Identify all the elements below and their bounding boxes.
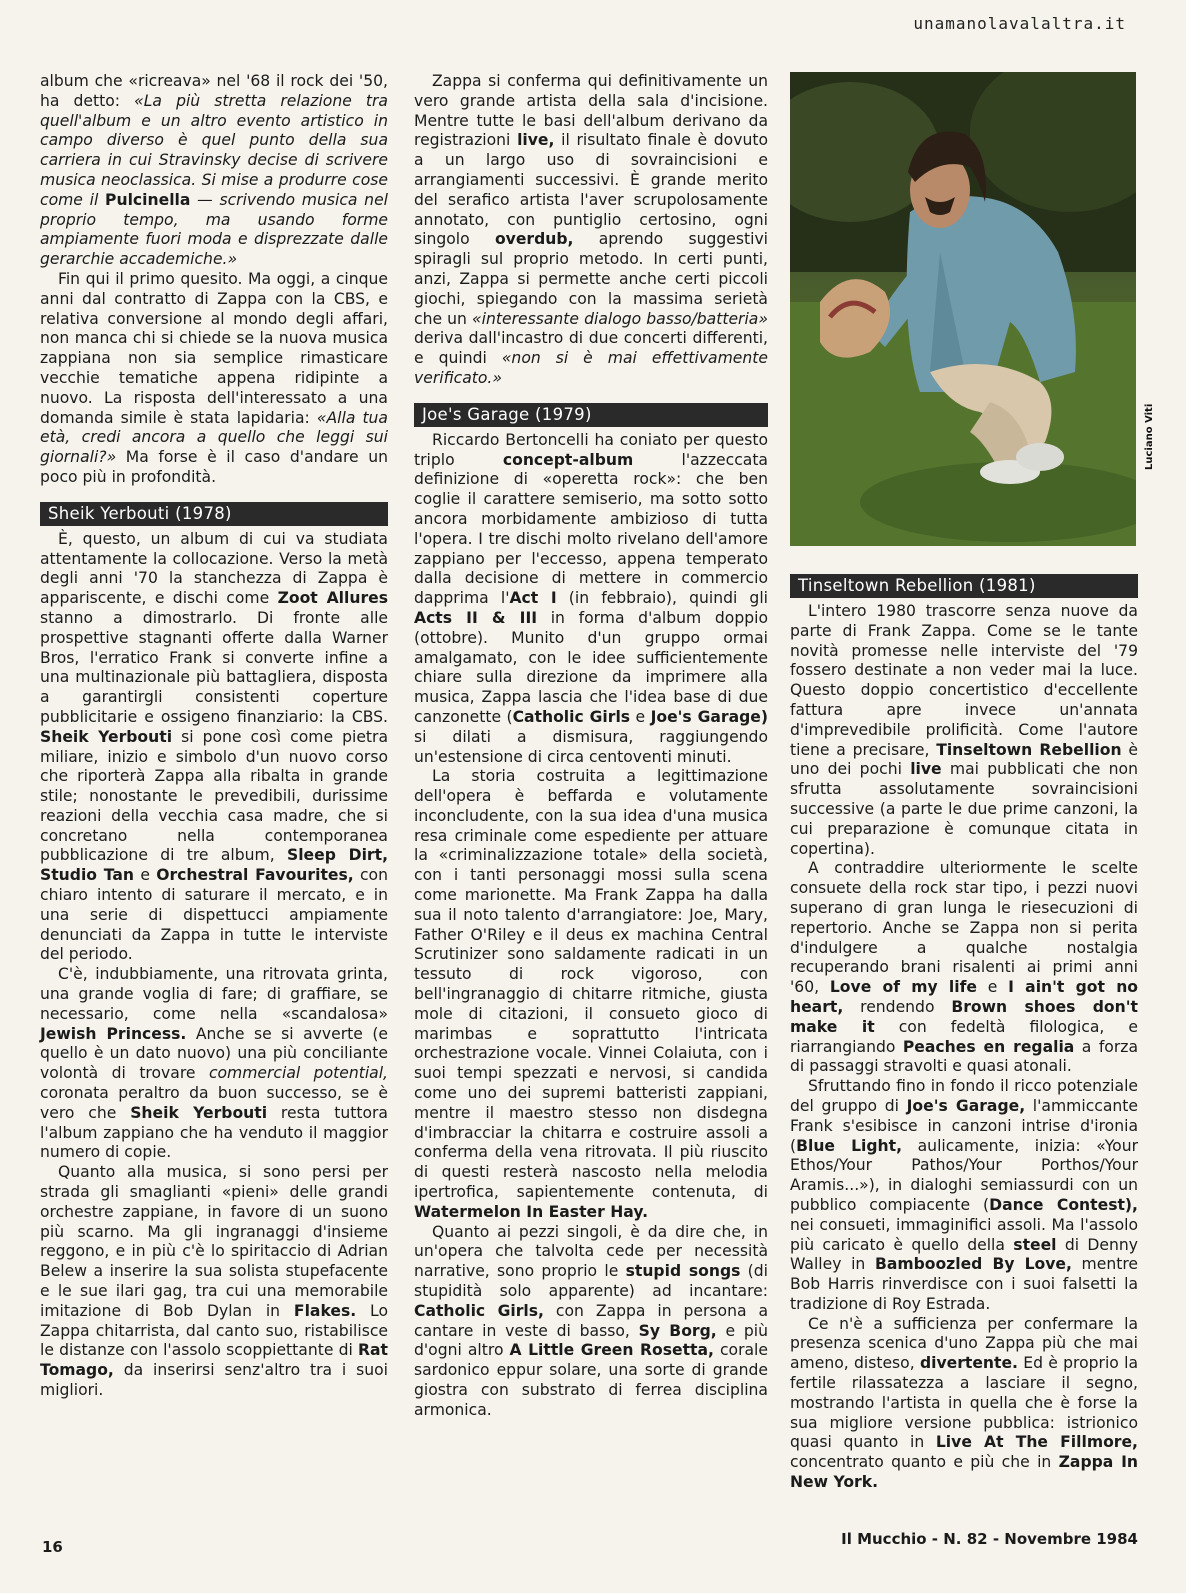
paragraph: Zappa si conferma qui definitivamente un vero grande artista della sala d'incisione. Mentre tutte le basi dell'album derivano da registrazioni live, il risultato finale è dovuto a un largo uso di sovraincisioni e arrangiamenti successivi. È grande merito del serafico artista l'aver scrupolosamente annotato, con puntiglio certosino, ogni singolo overdub, aprendo suggestivi spiragli sul proprio metodo. In certi punti, anzi, Zappa si permette anche certi piccoli giochi, spiegando con la massima serietà che un «interessante dialogo basso/batteria» deriva dall'incastro di due concerti differenti, e quindi «non si è mai effettivamente verificato.» bbox=[414, 72, 769, 387]
paragraph: Fin qui il primo quesito. Ma oggi, a cinque anni dal contratto di Zappa con la CBS, e relativa conversione al mondo degli affari, non manca chi si chiede se la nuova musica zappiana non sia semplice rimasticare vecchie tematiche appena ridipinte a nuovo. La risposta dell'interessato a una domanda simile è stata lapidaria: «Alla tua età, credi ancora a quello che leggi sui giornali?» Ma forse è il caso d'andare un poco più in profondità. bbox=[40, 269, 388, 486]
paragraph: Quanto ai pezzi singoli, è da dire che, in un'opera che talvolta cede per necessità narrative, sono proprio le stupid songs (di stupidità solo apparente) ad incantare: Catholic Girls, con Zappa in persona a cantare in veste di basso, Sy Borg, e più d'ogni altro A Little Green Rosetta, corale sardonico eppur solare, una sorte di grande giostra con substrato di ferrea disciplina armonica. bbox=[414, 1222, 769, 1419]
column-middle bbox=[414, 72, 768, 1421]
photo-illustration bbox=[790, 72, 1136, 546]
section-heading-sheik-yerbouti: Sheik Yerbouti (1978) bbox=[40, 502, 388, 526]
issue-footer: Il Mucchio - N. 82 - Novembre 1984 bbox=[841, 1530, 1138, 1548]
paragraph: album che «ricreava» nel '68 il rock dei '50, ha detto: «La più stretta relazione tra quell'album e un altro evento artistico in campo diverso è quel punto della sua carriera in cui Stravinsky decise di scrivere musica neoclassica. Si mise a produrre cose come il Pulcinella — scrivendo musica nel proprio tempo, ma usando forme ampiamente fuori moda e disprezzate dalle gerarchie accademiche.» bbox=[40, 72, 388, 269]
photo-credit: Luciano Viti bbox=[1144, 403, 1155, 470]
page-number: 16 bbox=[42, 1538, 63, 1556]
paragraph: L'intero 1980 trascorre senza nuove da parte di Frank Zappa. Come se le tante novità promesse nelle interviste del '79 fossero destinate a non veder mai la luce. Questo doppio concertistico d'eccellente fattura apre invece un'annata d'imprevedibile prolificità. Come l'autore tiene a precisare, Tinseltown Rebellion è uno dei pochi live mai pubblicati che non sfrutta assolutamente sovraincisioni successive (a parte le due prime canzoni, la cui preparazione è comunque citata in copertina). bbox=[790, 602, 1138, 858]
photo-frank-zappa bbox=[790, 72, 1136, 546]
section-heading-joes-garage: Joe's Garage (1979) bbox=[414, 403, 768, 427]
paragraph: È, questo, un album di cui va studiata attentamente la collocazione. Verso la metà degli anni '70 la stanchezza di Zappa è appariscente, e dischi come Zoot Allures stanno a dimostrarlo. Di fronte alle prospettive stagnanti offerte dalla Warner Bros, l'erratico Frank si converte infine a una multinazionale più battagliera, disposta a garantirgli consistenti coperture pubblicitarie e ossigeno finanziario: la CBS. Sheik Yerbouti si pone così come pietra miliare, inizio e simbolo d'un nuovo corso che riporterà Zappa alla ribalta in grande stile; nonostante le prevedibili, durissime reazioni della vecchia casa madre, che si concretano nella contemporanea pubblicazione di tre album, Sleep Dirt, Studio Tan e Orchestral Favourites, con chiaro intento di saturare il mercato, e in una serie di dispettucci ampiamente denunciati da Zappa in tutte le interviste del periodo. bbox=[40, 529, 388, 964]
column-left bbox=[40, 72, 388, 1401]
column-right bbox=[790, 574, 1138, 1493]
paragraph: Riccardo Bertoncelli ha coniato per questo triplo concept-album l'azzeccata definizione di «operetta rock»: che ben coglie il carattere semiserio, ma sotto sotto ancora morbidamente ambizioso di tutta l'opera. I tre dischi molto rivelano dell'amore zappiano per l'eccesso, appena temperato dalla decisione di mettere in commercio dapprima l'Act I (in febbraio), quindi gli Acts II & III in forma d'album doppio (ottobre). Munito d'un gruppo ormai amalgamato, con le idee sufficientemente chiare sulla direzione da imprimere alla musica, Zappa lascia che l'idea base di due canzonette (Catholic Girls e Joe's Garage) si dilati a dismisura, raggiungendo un'estensione di circa centoventi minuti. bbox=[414, 430, 769, 766]
paragraph: A contraddire ulteriormente le scelte consuete della rock star tipo, i pezzi nuovi superano di gran lunga le riesecuzioni di repertorio. Anche se Zappa non si perita d'indulgere a qualche nostalgia recuperando brani risalenti ai primi anni '60, Love of my life e I ain't got no heart, rendendo Brown shoes don't make it con fedeltà filologica, e riarrangiando Peaches en regalia a forza di passaggi stravolti e quasi atonali. bbox=[790, 859, 1139, 1076]
paragraph: Quanto alla musica, si sono persi per strada gli smaglianti «pieni» delle grandi orchestre zappiane, in favore di un suono più scarno. Ma gli ingranaggi d'insieme reggono, e in più c'è lo spiritaccio di Adrian Belew a inserire la sua solista stupefacente e le sue ilari gag, tra cui una memorabile imitazione di Bob Dylan in Flakes. Lo Zappa chitarrista, dal canto suo, ristabilisce le distanze con l'assolo scoppiettante di Rat Tomago, da inserirsi senz'altro tra i suoi migliori. bbox=[40, 1163, 388, 1399]
paragraph: Sfruttando fino in fondo il ricco potenziale del gruppo di Joe's Garage, l'ammiccante Frank s'esibisce in canzoni intrise d'ironia (Blue Light, aulicamente, inizia: «Your Ethos/Your Pathos/Your Porthos/Your Aramis...»), in dialoghi semiassurdi con un pubblico compiacente (Dance Contest), nei consueti, immaginifici assoli. Ma l'assolo più caricato è quello della steel di Denny Walley in Bamboozled By Love, mentre Bob Harris rinverdisce con i suoi falsetti la tradizione di Roy Estrada. bbox=[790, 1077, 1138, 1313]
paragraph: La storia costruita a legittimazione dell'opera è beffarda e volutamente inconcludente, con la sua idea d'una musica resa criminale come espediente per attuare la «criminalizzazione totale» della società, con i tanti personaggi mossi sulla scena come marionette. Ma Frank Zappa ha dalla sua il noto talento d'arrangiatore: Joe, Mary, Father O'Riley e il deus ex machina Central Scrutinizer sono saldamente radicati in un tessuto di rock vigoroso, con bell'ingranaggio di chitarre ritmiche, giusta mole di citazioni, il consueto gioco di marimbas e soprattutto l'intricata orchestrazione vocale. Vinnei Colaiuta, con i suoi tempi spezzati e nervosi, si candida come uno dei supremi batteristi zappiani, mentre il maestro stesso non disdegna d'imbracciar la chitarra e costruire assoli a conferma della vena ritrovata. Il più riuscito di questi resterà nascosto nella melodia ipertrofica, sapientemente contenuta, di Watermelon In Easter Hay. bbox=[414, 767, 768, 1221]
paragraph: C'è, indubbiamente, una ritrovata grinta, una grande voglia di fare; di graffiare, se necessario, come nella «scandalosa» Jewish Princess. Anche se si avverte (e quello è un dato nuovo) una più conciliante volontà di trovare commercial potential, coronata peraltro da buon successo, se è vero che Sheik Yerbouti resta tuttora l'album zappiano che ha venduto il maggior numero di copie. bbox=[40, 965, 388, 1162]
section-heading-tinseltown-rebellion: Tinseltown Rebellion (1981) bbox=[790, 574, 1138, 598]
paragraph: Ce n'è a sufficienza per confermare la presenza scenica d'uno Zappa più che mai ameno, disteso, divertente. Ed è proprio la fertile rilassatezza a lasciare il segno, mostrando l'artista in quella che è forse la sua migliore versione pubblica: istrionico quasi quanto in Live At The Fillmore, concentrato quanto e più che in Zappa In New York. bbox=[790, 1314, 1139, 1492]
site-watermark: unamanolavalaltra.it bbox=[913, 14, 1126, 33]
